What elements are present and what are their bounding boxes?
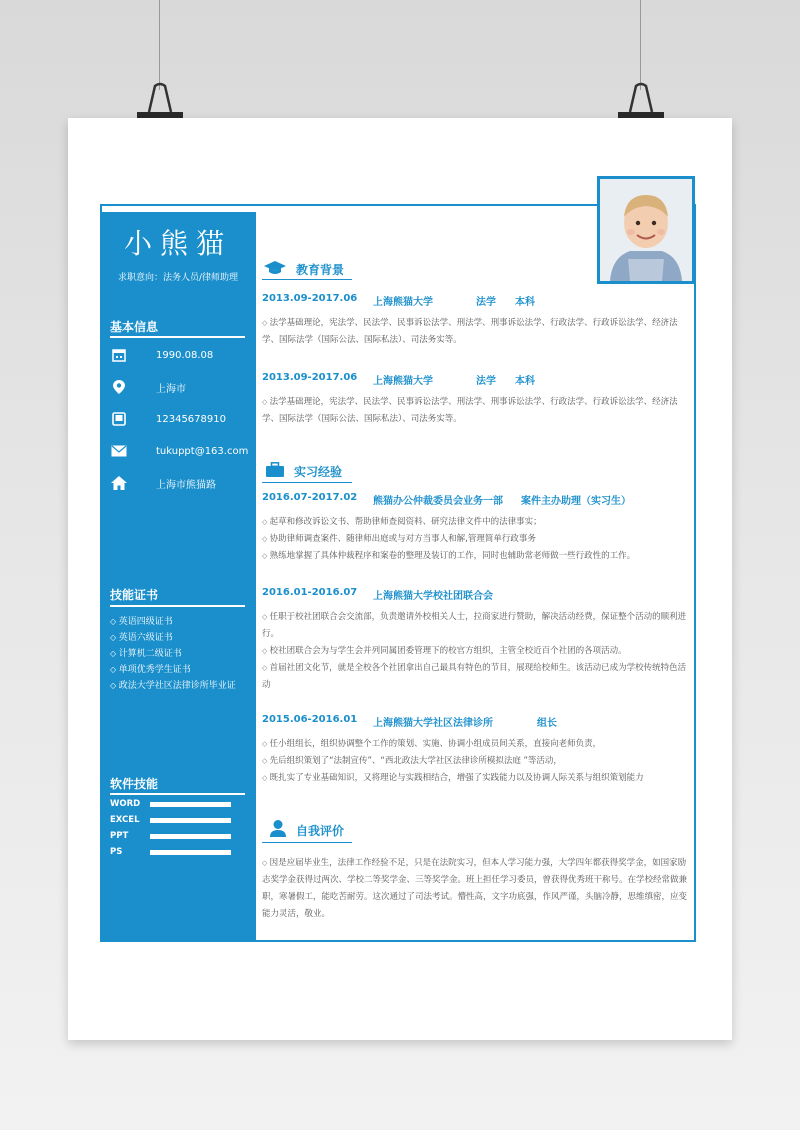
work-org: 熊猫办公仲裁委员会业务一部 [373, 496, 503, 507]
education-title: 教育背景 [296, 263, 345, 277]
edu-date: 2013.09-2017.06 [262, 372, 358, 383]
work-bullet: ◇ 起草和修改诉讼文书、帮助律师查阅资料、研究法律文件中的法律事实； [262, 514, 688, 531]
skill-bar [150, 850, 231, 855]
skill-bar [150, 802, 231, 807]
work-bullet: ◇ 校社团联合会为与学生会并列同属团委管理下的校官方组织，主管全校近百个社团的各项活动。 [262, 643, 688, 660]
job-intent: 求职意向：法务人员/律师助理 [117, 273, 239, 283]
hanging-wire-left [159, 0, 160, 90]
cert-item: ◇ 单项优秀学生证书 [110, 662, 236, 678]
edu-degree: 本科 [515, 297, 535, 308]
phone-icon [110, 410, 128, 428]
edu-degree: 本科 [515, 376, 535, 387]
skill-bar [150, 818, 231, 823]
work-role: 案件主办助理（实习生） [521, 496, 631, 507]
hanging-wire-right [640, 0, 641, 90]
work-bullets [262, 514, 688, 565]
info-birthday [110, 345, 214, 365]
basic-info-title: 基本信息 [110, 320, 159, 334]
work-date: 2016.01-2016.07 [262, 587, 358, 598]
briefcase-icon [266, 462, 284, 481]
certs-title: 技能证书 [110, 588, 159, 602]
cert-item: ◇ 英语四级证书 [110, 614, 236, 630]
cert-item: ◇ 政法大学社区法律诊所毕业证 [110, 678, 236, 694]
email-text[interactable]: tukuppt@163.com [156, 445, 249, 457]
work-bullet: ◇ 熟练地掌握了具体仲裁程序和案卷的整理及装订的工作，同时也辅助常老师做一些行政性的工作。 [262, 548, 688, 565]
work-bullet: ◇ 先后组织策划了“法制宣传”、“西北政法大学社区法律诊所模拟法庭 ”等活动， [262, 753, 688, 770]
work-section-header [266, 462, 342, 481]
edu-description: ◇ 法学基础理论，宪法学、民法学、民事诉讼法学、刑法学、刑事诉讼法学、行政法学、行政诉讼法学、经济法学、国际法学（国际公法、国际私法）、司法务实等。 [262, 315, 688, 349]
work-date: 2015.06-2016.01 [262, 714, 358, 725]
info-address [110, 473, 216, 493]
profile-photo [597, 176, 695, 284]
cert-item: ◇ 英语六级证书 [110, 630, 236, 646]
skill-excel [110, 814, 231, 826]
edu-major: 法学 [476, 297, 496, 308]
calendar-icon [110, 346, 128, 364]
cert-item: ◇ 计算机二级证书 [110, 646, 236, 662]
skill-label: WORD [110, 799, 141, 809]
education-divider [262, 279, 352, 280]
sidebar [100, 212, 256, 942]
certs-list [110, 614, 236, 694]
edu-description: ◇ 法学基础理论，宪法学、民法学、民事诉讼法学、刑法学、刑事诉讼法学、行政法学、行政诉讼法学、经济法学、国际法学（国际公法、国际私法）、司法务实等。 [262, 394, 688, 428]
work-bullet: ◇ 协助律师调查案件、随律师出庭或与对方当事人和解,管理简单行政事务 [262, 531, 688, 548]
birthday-text: 1990.08.08 [156, 349, 214, 361]
self-description: ◇ 因是应届毕业生，法律工作经验不足，只是在法院实习，但本人学习能力强，大学四年都获得奖学金，如国家励志奖学金获得过两次、学校二等奖学金、三等奖学金。班上担任学习委员，曾获得优秀班干称号。在学校经常做兼职，寒暑假工，能吃苦耐劳。这次通过了司法考试。懵性高，文字功底强，作风严谨，头脑冷静，思维缜密，应变能力灵活，敬业。 [262, 855, 688, 923]
edu-major: 法学 [476, 376, 496, 387]
work-bullets [262, 609, 688, 694]
home-icon [110, 474, 128, 492]
work-date: 2016.07-2017.02 [262, 492, 358, 503]
self-title: 自我评价 [296, 824, 345, 838]
education-section-header [264, 260, 344, 279]
work-org: 上海熊猫大学校社团联合会 [373, 591, 493, 602]
skill-label: PS [110, 847, 123, 857]
info-email [110, 441, 249, 461]
work-title: 实习经验 [294, 465, 343, 479]
work-bullet: ◇ 首届社团文化节，就是全校各个社团拿出自己最具有特色的节目，展现给校师生。该活动已成为学校传统特色活动 [262, 660, 688, 694]
work-bullet: ◇ 任小组组长，组织协调整个工作的策划、实施、协调小组成员间关系，直接向老师负责， [262, 736, 688, 753]
info-city [110, 377, 186, 397]
work-bullet: ◇ 任职于校社团联合会交流部，负责邀请外校相关人士，拉商家进行赞助，解决活动经费，保证整个活动的顺利进行。 [262, 609, 688, 643]
graduation-cap-icon [264, 260, 286, 279]
skill-bar [150, 834, 231, 839]
mail-icon [110, 442, 128, 460]
work-bullet: ◇ 既扎实了专业基础知识，又将理论与实践相结合，增强了实践能力以及协调人际关系与组织策划能力 [262, 770, 688, 787]
info-phone [110, 409, 226, 429]
edu-date: 2013.09-2017.06 [262, 293, 358, 304]
skill-label: EXCEL [110, 815, 140, 825]
location-icon [110, 378, 128, 396]
phone-text: 12345678910 [156, 413, 226, 425]
certs-divider [110, 605, 245, 607]
skill-word [110, 798, 231, 810]
candidate-name: 小熊猫 [123, 227, 232, 260]
work-bullets [262, 736, 688, 787]
edu-school: 上海熊猫大学 [373, 376, 433, 387]
address-text: 上海市熊猫路 [156, 479, 216, 491]
skill-ps [110, 846, 231, 858]
skill-label: PPT [110, 831, 129, 841]
work-divider [262, 482, 352, 483]
work-role: 组长 [537, 718, 557, 729]
self-section-header [270, 820, 344, 841]
person-icon [270, 820, 286, 841]
self-divider [262, 842, 352, 843]
software-title: 软件技能 [110, 777, 159, 791]
edu-school: 上海熊猫大学 [373, 297, 433, 308]
basic-info-divider [110, 336, 245, 338]
skill-ppt [110, 830, 231, 842]
work-org: 上海熊猫大学社区法律诊所 [373, 718, 493, 729]
city-text: 上海市 [156, 383, 186, 395]
software-divider [110, 793, 245, 795]
